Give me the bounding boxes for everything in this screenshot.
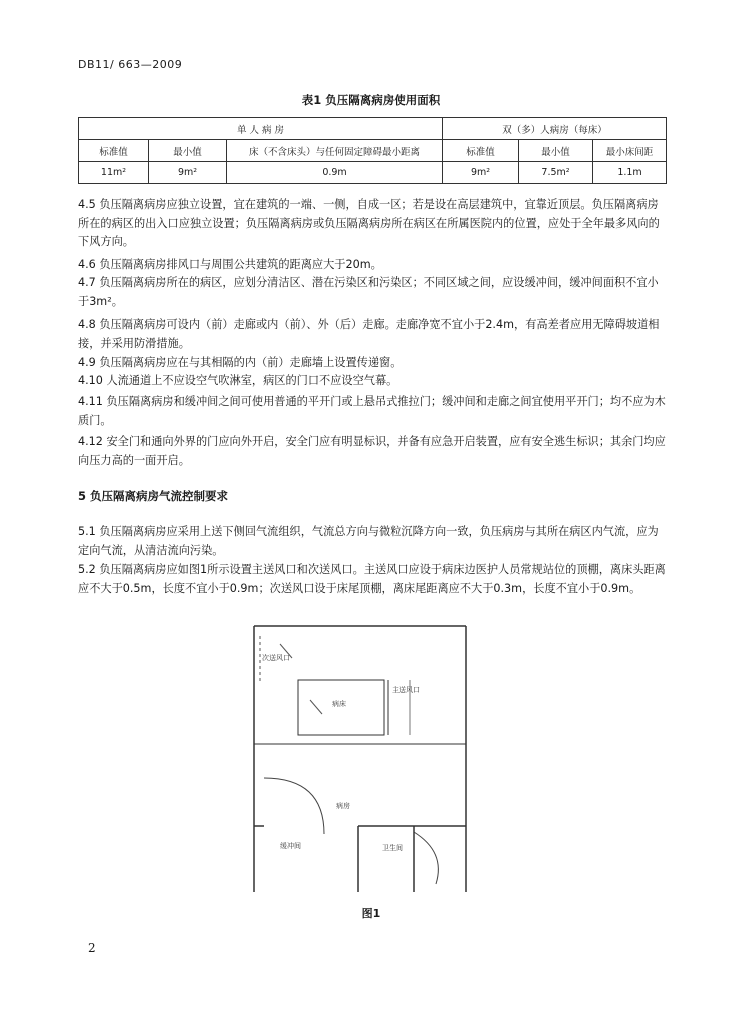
- group-single-room: 单 人 病 房: [79, 118, 443, 140]
- table-cell: 9m²: [149, 162, 227, 184]
- document-code: DB11/ 663—2009: [78, 58, 183, 71]
- table-cell: 11m²: [79, 162, 149, 184]
- toilet-label: 卫生间: [382, 844, 403, 852]
- clause-4-9: 4.9 负压隔离病房应在与其相隔的内（前）走廊墙上设置传递窗。: [78, 356, 402, 369]
- clause-4-11: 4.11 负压隔离病房和缓冲间之间可使用普通的平开门或上悬吊式推拉门；缓冲间和走廊之间宜使用平开门；均不应为木质门。: [78, 395, 666, 427]
- column-header: 标准值: [443, 140, 519, 162]
- table-row: [79, 162, 667, 184]
- main-vent-label: 主送风口: [392, 686, 420, 694]
- table-header-row: [79, 140, 667, 162]
- table-title: 表1 负压隔离病房使用面积: [301, 93, 441, 107]
- area-table: [78, 117, 667, 184]
- clause-4-6: 4.6 负压隔离病房排风口与周围公共建筑的距离应大于20m。: [78, 258, 382, 271]
- page-number: 2: [88, 941, 96, 955]
- column-header: 床（不含床头）与任何固定障碍最小距离: [227, 140, 443, 162]
- floor-plan-figure: [240, 622, 502, 896]
- section-title: 5 负压隔离病房气流控制要求: [78, 489, 229, 503]
- table-group-row: [79, 118, 667, 140]
- door-swing-icon: [264, 778, 324, 834]
- group-double-room: 双（多）人病房（每床）: [443, 118, 667, 140]
- clause-5-2: 5.2 负压隔离病房应如图1所示设置主送风口和次送风口。主送风口应设于病床边医护人员常规站位的顶棚，离床头距离应不大于0.5m，长度不宜小于0.9m；次送风口设于床尾顶棚，离床尾距离应不大于0.3m，长度不宜小于0.9m。: [78, 563, 666, 595]
- column-header: 最小值: [519, 140, 593, 162]
- buffer-room-label: 缓冲间: [280, 842, 301, 850]
- column-header: 最小值: [149, 140, 227, 162]
- clause-4-7: 4.7 负压隔离病房所在的病区，应划分清洁区、潜在污染区和污染区；不同区域之间，应设缓冲间，缓冲间面积不宜小于3m²。: [78, 276, 659, 308]
- arrow-icon: [310, 700, 322, 714]
- room-label: 病房: [336, 802, 350, 810]
- column-header: 标准值: [79, 140, 149, 162]
- table-cell: 9m²: [443, 162, 519, 184]
- table-cell: 0.9m: [227, 162, 443, 184]
- secondary-vent-label: 次送风口: [262, 654, 290, 662]
- table-cell: 7.5m²: [519, 162, 593, 184]
- clause-5-1: 5.1 负压隔离病房应采用上送下侧回气流组织，气流总方向与微粒沉降方向一致，负压病房与其所在病区内气流，应为定向气流，从清洁流向污染。: [78, 525, 659, 557]
- clause-4-5: 4.5 负压隔离病房应独立设置，宜在建筑的一端、一侧，自成一区；若是设在高层建筑中，宜靠近顶层。负压隔离病房所在的病区的出入口应独立设置；负压隔离病房或负压隔离病房所在病区在所属医院内的位置，应处于全年最多风向的下风方向。: [78, 198, 660, 249]
- clause-4-8: 4.8 负压隔离病房可设内（前）走廊或内（前）、外（后）走廊。走廊净宽不宜小于2.4m，有高差者应用无障碍坡道相接，并采用防滑措施。: [78, 318, 660, 350]
- column-header: 最小床间距: [593, 140, 667, 162]
- table-cell: 1.1m: [593, 162, 667, 184]
- clause-4-12: 4.12 安全门和通向外界的门应向外开启，安全门应有明显标识，并备有应急开启装置，应有安全逃生标识；其余门均应向压力高的一面开启。: [78, 435, 666, 467]
- clause-4-10: 4.10 人流通道上不应设空气吹淋室，病区的门口不应设空气幕。: [78, 374, 398, 387]
- figure-caption: 图1: [361, 907, 381, 920]
- door-swing-icon: [414, 832, 438, 884]
- bed-label: 病床: [332, 700, 346, 708]
